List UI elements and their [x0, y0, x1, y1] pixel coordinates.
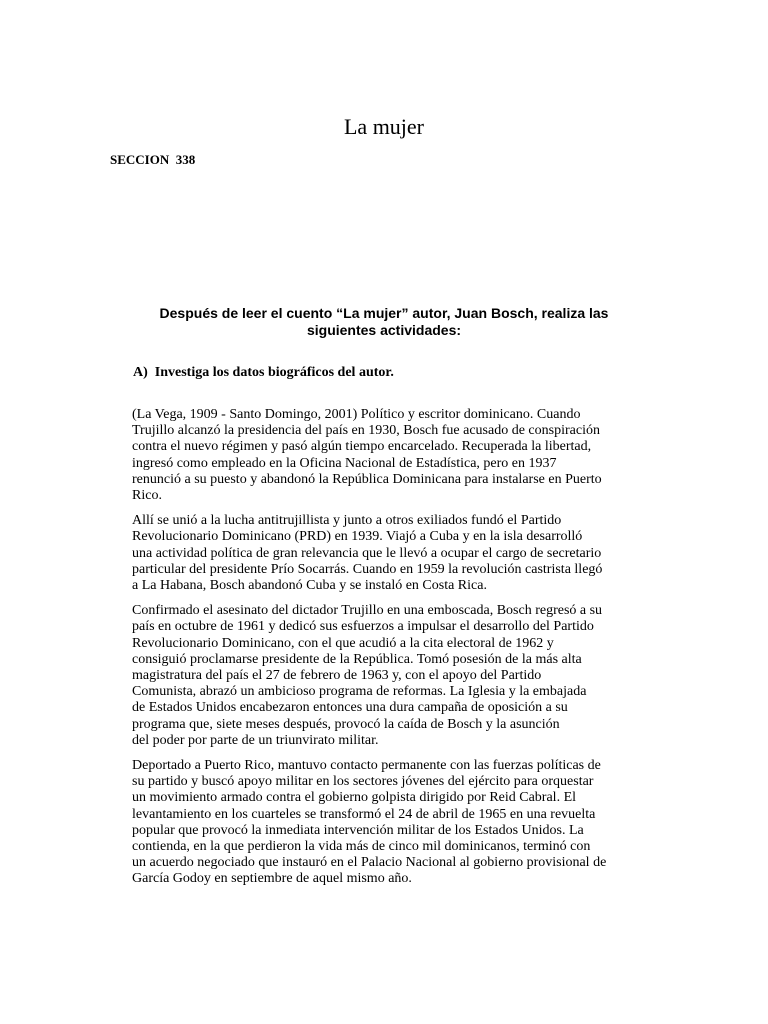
biography-text — [132, 407, 672, 897]
activity-subheading: A) Investiga los datos biográficos del autor. — [133, 365, 394, 380]
paragraph: Deportado a Puerto Rico, mantuvo contacto permanente con las fuerzas políticas de su partido y buscó apoyo militar en los sectores jóvenes del ejército para orquestar un movimiento armado contra el gobierno golpista dirigido por Reid Cabral. El levantamiento en los cuarteles se transformó el 24 de abril de 1965 en una revuelta popular que provocó la inmediata intervención militar de los Estados Unidos. La contienda, en la que perdieron la vida más de cinco mil dominicanos, terminó con un acuerdo negociado que instauró en el Palacio Nacional al gobierno provisional de García Godoy en septiembre de aquel mismo año. — [132, 758, 607, 887]
section-label: SECCION 338 — [110, 152, 196, 167]
paragraph: (La Vega, 1909 - Santo Domingo, 2001) Político y escritor dominicano. Cuando Trujillo alcanzó la presidencia del país en 1930, Bosch fue acusado de conspiración contra el nuevo régimen y pasó algún tiempo encarcelado. Recuperada la libertad, ingresó como empleado en la Oficina Nacional de Estadística, pero en 1937 renunció a su puesto y abandonó la República Dominicana para instalarse en Puerto Rico. — [132, 407, 602, 504]
instruction-heading: Después de leer el cuento “La mujer” autor, Juan Bosch, realiza las siguientes actividades: — [159, 305, 609, 338]
paragraph: Confirmado el asesinato del dictador Trujillo en una emboscada, Bosch regresó a su país en octubre de 1961 y dedicó sus esfuerzos a impulsar el desarrollo del Partido Revolucionario Dominicano, con el que acudió a la cita electoral de 1962 y consiguió proclamarse presidente de la República. Tomó posesión de la más alta magistratura del país el 27 de febrero de 1963 y, con el apoyo del Partido Comunista, abrazó un ambicioso programa de reformas. La Iglesia y la embajada de Estados Unidos encabezaron entonces una dura campaña de oposición a su programa que, siete meses después, provocó la caída de Bosch y la asunción del poder por parte de un triunvirato militar. — [132, 603, 603, 748]
document-title: La mujer — [343, 114, 425, 139]
paragraph: Allí se unió a la lucha antitrujillista y junto a otros exiliados fundó el Partido Revolucionario Dominicano (PRD) en 1939. Viajó a Cuba y en la isla desarrolló una actividad política de gran relevancia que le llevó a ocupar el cargo de secretario particular del presidente Prío Socarrás. Cuando en 1959 la revolución castrista llegó a La Habana, Bosch abandonó Cuba y se instaló en Costa Rica. — [132, 513, 603, 594]
